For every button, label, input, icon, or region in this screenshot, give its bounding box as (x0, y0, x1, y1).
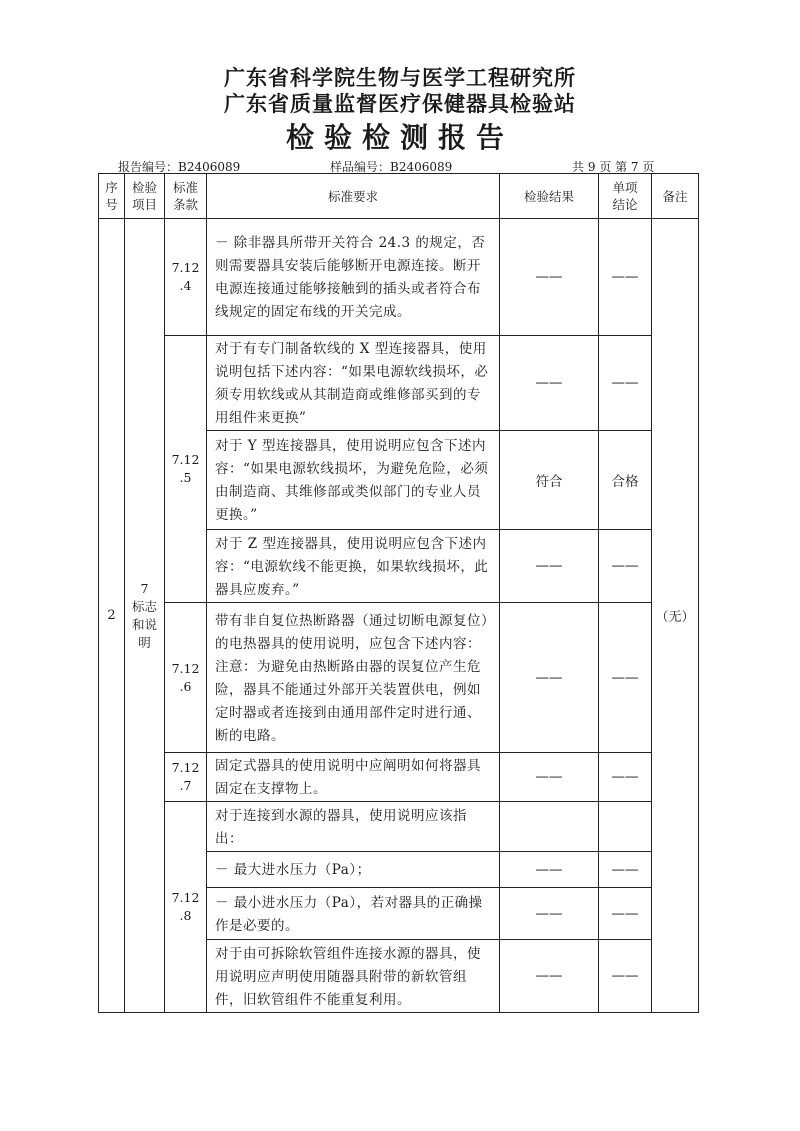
requirement-cell: 对于有专门制备软线的 X 型连接器具，使用说明包括下述内容：“如果电源软线损坏，必须专用软线或从其制造商或维修部买到的专用组件来更换” (207, 336, 500, 431)
table-row (99, 336, 699, 431)
clause-cell: 7.12 .5 (165, 336, 207, 603)
requirement-cell: 对于连接到水源的器具，使用说明应该指出： (207, 802, 500, 852)
header-requirement: 标准要求 (207, 174, 500, 219)
result-cell: —— (500, 219, 599, 336)
requirement-cell: 固定式器具的使用说明中应阐明如何将器具固定在支撑物上。 (207, 753, 500, 802)
remark-cell: （无） (652, 219, 699, 1013)
org-line-2: 广东省质量监督医疗保健器具检验站 (224, 91, 576, 116)
report-title: 检验检测报告 (285, 121, 514, 154)
header-row (99, 174, 699, 219)
clause-cell: 7.12 .6 (165, 603, 207, 753)
header-item: 检验 项目 (125, 174, 165, 219)
requirement-cell: － 最大进水压力（Pa）； (207, 852, 500, 888)
table-row (99, 802, 699, 852)
result-cell: 符合 (500, 431, 599, 530)
org-line-1: 广东省科学院生物与医学工程研究所 (224, 65, 576, 90)
requirement-cell: － 最小进水压力（Pa），若对器具的正确操作是必要的。 (207, 888, 500, 940)
result-cell: —— (500, 336, 599, 431)
report-number: 报告编号：B2406089 (118, 160, 241, 174)
conclusion-cell: —— (599, 852, 652, 888)
conclusion-cell (599, 802, 652, 852)
result-cell: —— (500, 753, 599, 802)
requirement-cell: 对于 Z 型连接器具，使用说明应包含下述内容：“电源软线不能更换，如果软线损坏，此器具应废弃。” (207, 530, 500, 603)
header-result: 检验结果 (500, 174, 599, 219)
header-seq: 序 号 (99, 174, 125, 219)
conclusion-cell: —— (599, 940, 652, 1013)
requirement-cell: 对于 Y 型连接器具，使用说明应包含下述内容：“如果电源软线损坏，为避免危险，必须由制造商、其维修部或类似部门的专业人员更换。” (207, 431, 500, 530)
clause-cell: 7.12 .8 (165, 802, 207, 1013)
seq-cell: 2 (99, 219, 125, 1013)
conclusion-cell: —— (599, 753, 652, 802)
clause-cell: 7.12 .4 (165, 219, 207, 336)
conclusion-cell: —— (599, 530, 652, 603)
table-row (99, 603, 699, 753)
inspection-table (98, 173, 699, 1013)
requirement-cell: 对于由可拆除软管组件连接水源的器具，使用说明应声明使用随器具附带的新软管组件，旧软管组件不能重复利用。 (207, 940, 500, 1013)
sample-number: 样品编号：B2406089 (330, 160, 453, 174)
header-conclusion: 单项 结论 (599, 174, 652, 219)
result-cell: —— (500, 852, 599, 888)
conclusion-cell: —— (599, 603, 652, 753)
table-row (99, 753, 699, 802)
requirement-cell: － 除非器具所带开关符合 24.3 的规定，否则需要器具安装后能够断开电源连接。断开电源连接通过能够接触到的插头或者符合布线规定的固定布线的开关完成。 (207, 219, 500, 336)
result-cell: —— (500, 940, 599, 1013)
clause-cell: 7.12 .7 (165, 753, 207, 802)
conclusion-cell: 合格 (599, 431, 652, 530)
page-indicator: 共 9 页 第 7 页 (572, 160, 655, 174)
result-cell: —— (500, 530, 599, 603)
requirement-cell: 带有非自复位热断路器（通过切断电源复位）的电热器具的使用说明，应包含下述内容：注意：为避免由热断路由器的误复位产生危险，器具不能通过外部开关装置供电，例如定时器或者连接到由通用部件定时进行通、断的电路。 (207, 603, 500, 753)
result-cell: —— (500, 603, 599, 753)
result-cell: —— (500, 888, 599, 940)
conclusion-cell: —— (599, 336, 652, 431)
conclusion-cell: —— (599, 888, 652, 940)
item-cell: 7 标志 和说 明 (125, 219, 165, 1013)
header-clause: 标准 条款 (165, 174, 207, 219)
result-cell (500, 802, 599, 852)
header-remark: 备注 (652, 174, 699, 219)
table-row (99, 219, 699, 336)
conclusion-cell: —— (599, 219, 652, 336)
